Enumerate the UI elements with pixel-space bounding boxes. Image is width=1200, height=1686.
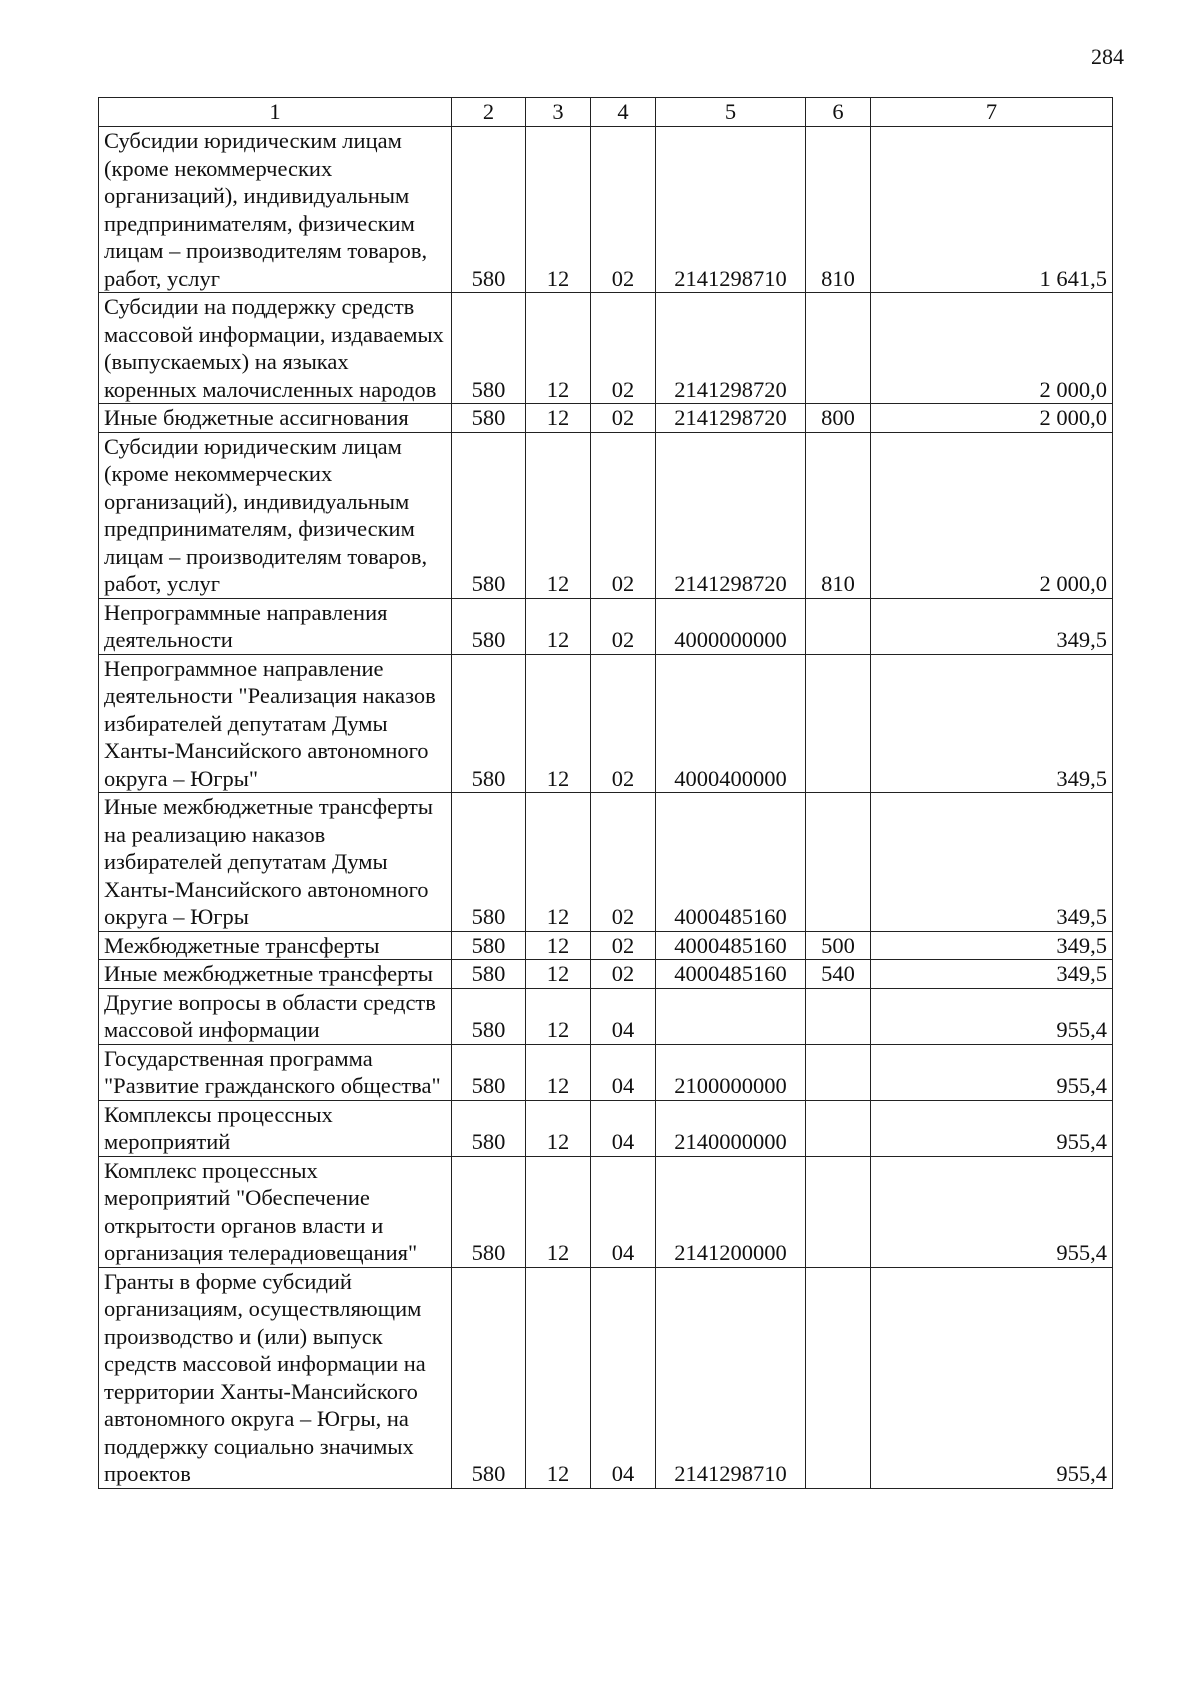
row-col-2: 580: [452, 1156, 526, 1267]
table-row: [99, 404, 1113, 433]
row-amount: 955,4: [871, 988, 1113, 1044]
table-row: [99, 793, 1113, 932]
table-row: [99, 293, 1113, 404]
row-amount: 349,5: [871, 960, 1113, 989]
row-col-3: 12: [526, 931, 591, 960]
table-row: [99, 931, 1113, 960]
row-name: Другие вопросы в области средств массовой информации: [99, 988, 452, 1044]
row-col-4: 02: [591, 432, 656, 598]
row-amount: 955,4: [871, 1044, 1113, 1100]
row-col-3: 12: [526, 404, 591, 433]
row-col-2: 580: [452, 988, 526, 1044]
row-col-3: 12: [526, 1267, 591, 1488]
row-col-2: 580: [452, 293, 526, 404]
row-col-4: 02: [591, 931, 656, 960]
row-col-6: [806, 1267, 871, 1488]
row-col-5: [656, 988, 806, 1044]
row-name: Субсидии юридическим лицам (кроме некоммерческих организаций), индивидуальным предпринимателям, физическим лицам – производителям товаров, работ, услуг: [99, 432, 452, 598]
row-col-5: 2140000000: [656, 1100, 806, 1156]
table-row: [99, 988, 1113, 1044]
header-col-4: 4: [591, 98, 656, 127]
row-col-6: 810: [806, 127, 871, 293]
row-col-2: 580: [452, 960, 526, 989]
table-row: [99, 1156, 1113, 1267]
header-col-5: 5: [656, 98, 806, 127]
row-col-4: 02: [591, 127, 656, 293]
row-col-4: 02: [591, 404, 656, 433]
row-amount: 1 641,5: [871, 127, 1113, 293]
row-col-3: 12: [526, 598, 591, 654]
row-col-2: 580: [452, 1267, 526, 1488]
row-amount: 349,5: [871, 931, 1113, 960]
table-row: [99, 432, 1113, 598]
table-row: [99, 127, 1113, 293]
row-amount: 955,4: [871, 1267, 1113, 1488]
row-amount: 955,4: [871, 1156, 1113, 1267]
row-col-5: 4000000000: [656, 598, 806, 654]
table-row: [99, 598, 1113, 654]
row-col-2: 580: [452, 654, 526, 793]
row-col-5: 2141298710: [656, 127, 806, 293]
row-col-4: 04: [591, 1267, 656, 1488]
row-col-4: 04: [591, 1156, 656, 1267]
row-amount: 349,5: [871, 598, 1113, 654]
table-row: [99, 960, 1113, 989]
row-col-6: 540: [806, 960, 871, 989]
budget-table: [98, 97, 1113, 1489]
row-name: Непрограммные направления деятельности: [99, 598, 452, 654]
row-col-5: 2100000000: [656, 1044, 806, 1100]
row-col-2: 580: [452, 404, 526, 433]
row-amount: 2 000,0: [871, 293, 1113, 404]
row-col-6: [806, 1044, 871, 1100]
row-col-2: 580: [452, 1100, 526, 1156]
row-amount: 2 000,0: [871, 432, 1113, 598]
header-col-2: 2: [452, 98, 526, 127]
row-col-3: 12: [526, 432, 591, 598]
row-amount: 2 000,0: [871, 404, 1113, 433]
row-col-2: 580: [452, 598, 526, 654]
row-col-3: 12: [526, 654, 591, 793]
row-col-3: 12: [526, 1044, 591, 1100]
row-col-2: 580: [452, 931, 526, 960]
row-name: Комплекс процессных мероприятий "Обеспечение открытости органов власти и организация телерадиовещания": [99, 1156, 452, 1267]
row-col-5: 4000485160: [656, 960, 806, 989]
row-name: Иные межбюджетные трансферты: [99, 960, 452, 989]
row-col-5: 2141298720: [656, 432, 806, 598]
row-col-4: 04: [591, 1044, 656, 1100]
row-col-2: 580: [452, 432, 526, 598]
row-col-4: 02: [591, 654, 656, 793]
row-col-6: [806, 1100, 871, 1156]
row-col-6: 810: [806, 432, 871, 598]
row-col-5: 4000485160: [656, 793, 806, 932]
header-col-3: 3: [526, 98, 591, 127]
row-col-3: 12: [526, 793, 591, 932]
row-name: Иные межбюджетные трансферты на реализацию наказов избирателей депутатам Думы Ханты-Мансийского автономного округа – Югры: [99, 793, 452, 932]
row-col-5: 4000485160: [656, 931, 806, 960]
row-col-2: 580: [452, 793, 526, 932]
table-row: [99, 1267, 1113, 1488]
row-col-3: 12: [526, 1100, 591, 1156]
table-row: [99, 654, 1113, 793]
header-col-7: 7: [871, 98, 1113, 127]
header-col-1: 1: [99, 98, 452, 127]
row-col-3: 12: [526, 127, 591, 293]
row-name: Непрограммное направление деятельности "Реализация наказов избирателей депутатам Думы Ханты-Мансийского автономного округа – Югры": [99, 654, 452, 793]
row-amount: 349,5: [871, 654, 1113, 793]
row-col-5: 2141200000: [656, 1156, 806, 1267]
row-col-6: [806, 654, 871, 793]
row-col-4: 02: [591, 293, 656, 404]
row-col-6: [806, 988, 871, 1044]
row-name: Комплексы процессных мероприятий: [99, 1100, 452, 1156]
header-col-6: 6: [806, 98, 871, 127]
row-col-5: 2141298720: [656, 404, 806, 433]
row-col-3: 12: [526, 988, 591, 1044]
row-col-4: 02: [591, 598, 656, 654]
row-col-4: 02: [591, 960, 656, 989]
row-col-5: 2141298720: [656, 293, 806, 404]
row-col-4: 04: [591, 1100, 656, 1156]
row-amount: 955,4: [871, 1100, 1113, 1156]
row-col-6: [806, 293, 871, 404]
row-col-6: [806, 793, 871, 932]
row-col-2: 580: [452, 1044, 526, 1100]
row-col-3: 12: [526, 960, 591, 989]
row-name: Гранты в форме субсидий организациям, осуществляющим производство и (или) выпуск средств массовой информации на территории Ханты-Мансийского автономного округа – Югры, на поддержку социально значимых проектов: [99, 1267, 452, 1488]
row-name: Межбюджетные трансферты: [99, 931, 452, 960]
row-col-4: 02: [591, 793, 656, 932]
row-col-4: 04: [591, 988, 656, 1044]
table-row: [99, 1044, 1113, 1100]
row-name: Иные бюджетные ассигнования: [99, 404, 452, 433]
page-number: 284: [1091, 44, 1124, 69]
row-name: Субсидии на поддержку средств массовой информации, издаваемых (выпускаемых) на языках коренных малочисленных народов: [99, 293, 452, 404]
row-col-6: [806, 1156, 871, 1267]
row-col-3: 12: [526, 293, 591, 404]
row-col-3: 12: [526, 1156, 591, 1267]
row-amount: 349,5: [871, 793, 1113, 932]
row-col-6: 500: [806, 931, 871, 960]
row-col-5: 2141298710: [656, 1267, 806, 1488]
row-name: Государственная программа "Развитие гражданского общества": [99, 1044, 452, 1100]
row-col-6: [806, 598, 871, 654]
header-row: [99, 98, 1113, 127]
row-col-2: 580: [452, 127, 526, 293]
row-col-5: 4000400000: [656, 654, 806, 793]
table-row: [99, 1100, 1113, 1156]
row-name: Субсидии юридическим лицам (кроме некоммерческих организаций), индивидуальным предпринимателям, физическим лицам – производителям товаров, работ, услуг: [99, 127, 452, 293]
row-col-6: 800: [806, 404, 871, 433]
